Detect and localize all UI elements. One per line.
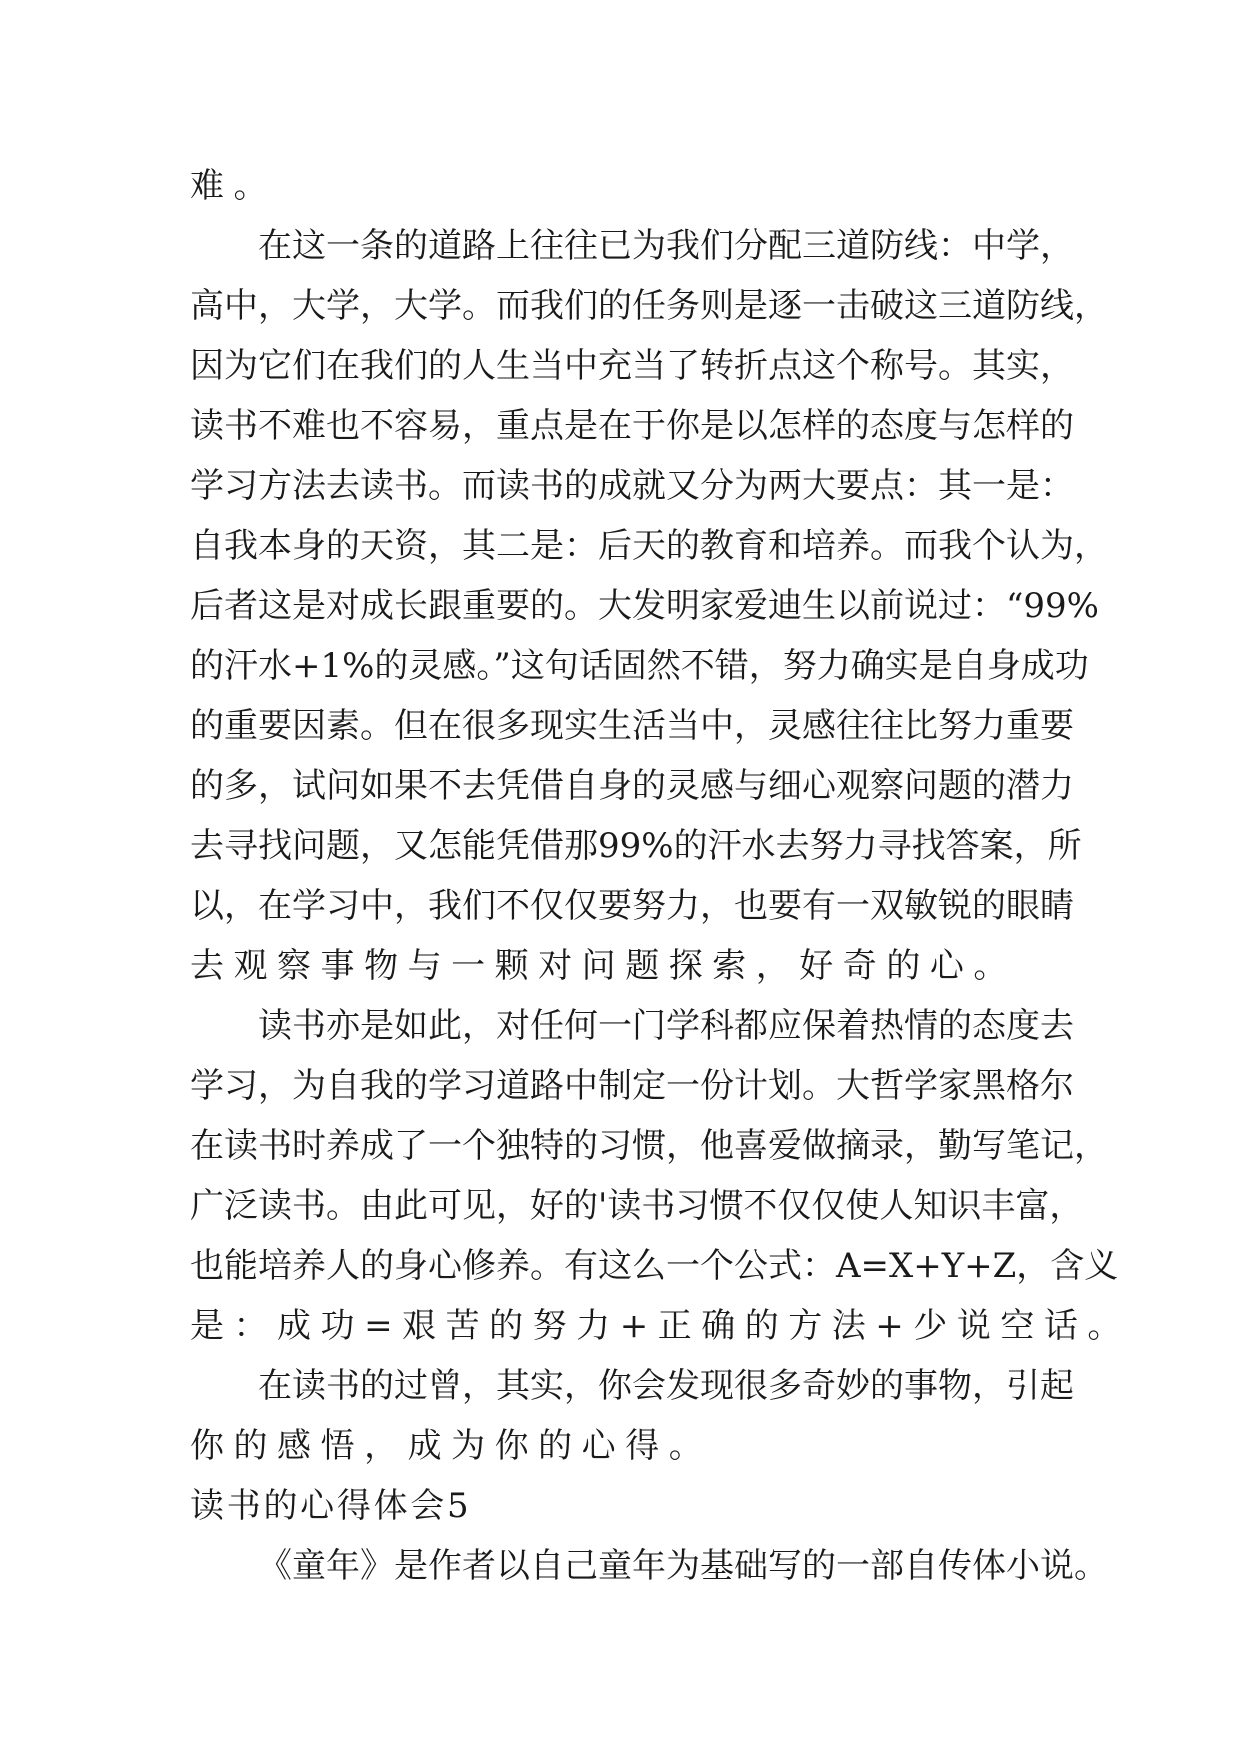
text-line: 读书不难也不容易，重点是在于你是以怎样的态度与怎样的: [190, 406, 1074, 446]
text-line: 你的感悟，成为你的心得。: [190, 1426, 713, 1466]
text-line: 因为它们在我们的人生当中充当了转折点这个称号。其实，: [190, 346, 1074, 386]
text-line: 是：成功=艰苦的努力+正确的方法+少说空话。: [190, 1306, 1131, 1346]
text-line: 难。: [190, 166, 278, 206]
text-line: 去观察事物与一颗对问题探索，好奇的心。: [190, 946, 1017, 986]
text-line: 在读书时养成了一个独特的习惯，他喜爱做摘录，勤写笔记，: [190, 1126, 1108, 1166]
paragraph-start-line: 《童年》是作者以自己童年为基础写的一部自传体小说。: [258, 1546, 1108, 1586]
text-line: 学习，为自我的学习道路中制定一份计划。大哲学家黑格尔: [190, 1066, 1074, 1106]
text-line: 学习方法去读书。而读书的成就又分为两大要点：其一是：: [190, 466, 1074, 506]
text-line: 以，在学习中，我们不仅仅要努力，也要有一双敏锐的眼睛: [190, 886, 1074, 926]
text-line: 去寻找问题，又怎能凭借那99%的汗水去努力寻找答案，所: [190, 826, 1082, 866]
text-line: 自我本身的天资，其二是：后天的教育和培养。而我个认为，: [190, 526, 1108, 566]
text-line: 的重要因素。但在很多现实生活当中，灵感往往比努力重要: [190, 706, 1074, 746]
section-heading: 读书的心得体会5: [190, 1486, 472, 1526]
paragraph-start-line: 读书亦是如此，对任何一门学科都应保着热情的态度去: [258, 1006, 1074, 1046]
paragraph-start-line: 在这一条的道路上往往已为我们分配三道防线：中学，: [258, 226, 1074, 266]
text-line: 的多，试问如果不去凭借自身的灵感与细心观察问题的潜力: [190, 766, 1074, 806]
text-line: 也能培养人的身心修养。有这么一个公式：A=X+Y+Z，含义: [190, 1246, 1119, 1286]
paragraph-start-line: 在读书的过曾，其实，你会发现很多奇妙的事物，引起: [258, 1366, 1074, 1406]
text-line: 高中，大学，大学。而我们的任务则是逐一击破这三道防线，: [190, 286, 1108, 326]
text-line: 广泛读书。由此可见，好的'读书习惯不仅仅使人知识丰富，: [190, 1186, 1084, 1226]
text-line: 后者这是对成长跟重要的。大发明家爱迪生以前说过：“99%: [190, 586, 1099, 626]
text-line: 的汗水+1%的灵感。”这句话固然不错，努力确实是自身成功: [190, 646, 1089, 686]
